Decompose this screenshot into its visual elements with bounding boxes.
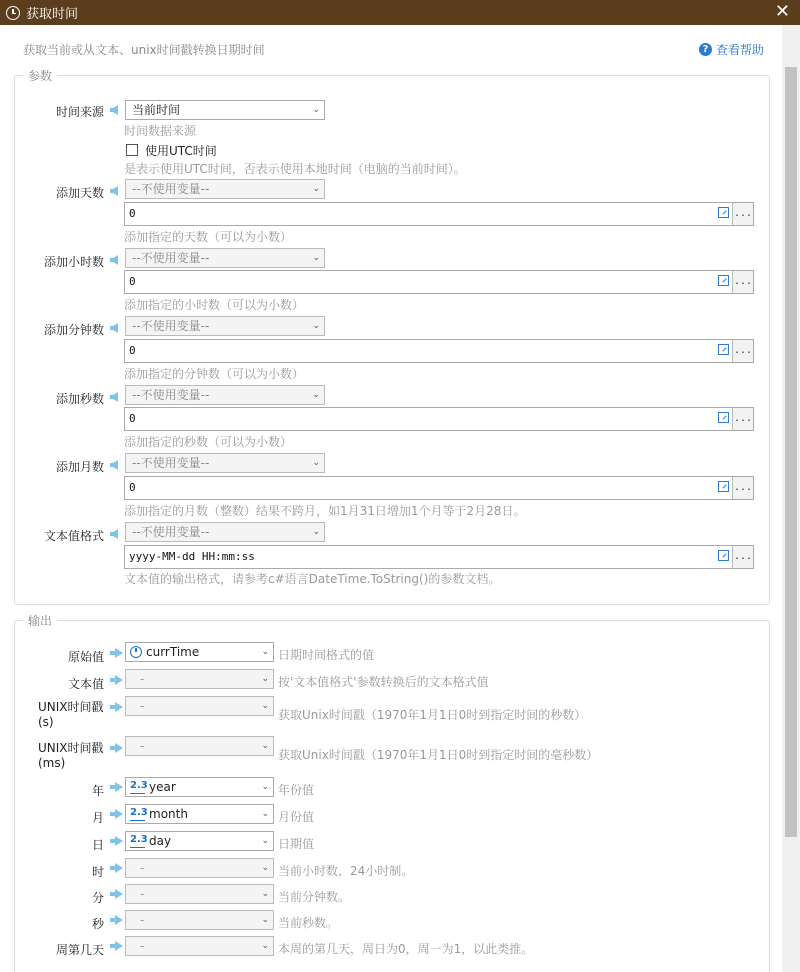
output-label: 文本值 <box>67 677 104 691</box>
param-value: 0 <box>129 344 136 357</box>
arrow-icon <box>115 915 123 925</box>
arrow-icon <box>115 702 123 712</box>
output-label: 周第几天 <box>55 943 104 957</box>
param-hint: 添加指定的小时数（可以为小数） <box>124 298 305 312</box>
chevron-down-icon: ⌄ <box>261 701 269 711</box>
param-input[interactable] <box>124 476 754 500</box>
output-hint: 月份值 <box>278 810 315 824</box>
source-select[interactable] <box>125 100 325 120</box>
variable-select[interactable] <box>125 522 325 542</box>
arrow-icon <box>110 392 118 402</box>
output-label-line2: (s) <box>38 715 54 729</box>
variable-placeholder: --不使用变量-- <box>132 182 210 196</box>
output-select[interactable] <box>125 858 274 878</box>
param-value: 0 <box>129 481 136 494</box>
help-icon: ? <box>699 43 712 56</box>
output-hint: 按'文本值格式'参数转换后的文本格式值 <box>278 675 489 689</box>
arrow-icon <box>110 255 118 265</box>
param-hint: 添加指定的分钟数（可以为小数） <box>124 367 305 381</box>
param-label: 添加月数 <box>55 460 104 474</box>
output-value: currTime <box>146 645 200 659</box>
arrow-icon <box>110 460 118 470</box>
param-hint: 添加指定的秒数（可以为小数） <box>124 435 293 449</box>
output-hint: 日期值 <box>278 837 315 851</box>
expand-icon[interactable] <box>718 275 729 286</box>
param-hint: 添加指定的天数（可以为小数） <box>124 230 293 244</box>
more-button[interactable]: ... <box>732 340 753 362</box>
expand-icon[interactable] <box>718 412 729 423</box>
chevron-down-icon: ⌄ <box>312 527 320 537</box>
variable-placeholder: --不使用变量-- <box>132 456 210 470</box>
output-value: - <box>140 913 145 927</box>
output-value: day <box>149 834 172 848</box>
number-variable-icon: 2.3 <box>130 780 145 794</box>
arrow-icon <box>115 809 123 819</box>
output-value: - <box>140 739 145 753</box>
utc-checkbox[interactable] <box>126 144 138 156</box>
arrow-icon <box>115 863 123 873</box>
output-value: year <box>149 780 176 794</box>
arrow-icon <box>115 782 123 792</box>
params-legend: 参数 <box>23 67 57 84</box>
vertical-scrollbar[interactable] <box>782 25 800 972</box>
output-select[interactable] <box>125 669 274 689</box>
chevron-down-icon: ⌄ <box>261 836 269 846</box>
param-input[interactable] <box>124 339 754 363</box>
variable-select[interactable] <box>125 179 325 199</box>
variable-select[interactable] <box>125 248 325 268</box>
output-value: month <box>149 807 188 821</box>
output-label-line2: (ms) <box>38 756 66 770</box>
variable-placeholder: --不使用变量-- <box>132 251 210 265</box>
output-label: 分 <box>91 891 104 905</box>
arrow-icon <box>115 941 123 951</box>
output-value: - <box>140 672 145 686</box>
param-value: 0 <box>129 412 136 425</box>
output-select[interactable] <box>125 736 274 756</box>
utc-hint: 是表示使用UTC时间，否表示使用本地时间（电脑的当前时间）。 <box>124 162 466 176</box>
param-hint: 文本值的输出格式，请参考c#语言DateTime.ToString()的参数文档。 <box>124 572 501 586</box>
output-hint: 年份值 <box>278 783 315 797</box>
output-select[interactable] <box>125 696 274 716</box>
more-button[interactable]: ... <box>732 203 753 225</box>
output-hint: 获取Unix时间戳（1970年1月1日0时到指定时间的秒数） <box>278 708 587 722</box>
scrollbar-thumb[interactable] <box>785 67 797 837</box>
variable-select[interactable] <box>125 385 325 405</box>
param-input[interactable] <box>124 545 754 569</box>
chevron-down-icon: ⌄ <box>261 915 269 925</box>
chevron-down-icon: ⌄ <box>261 674 269 684</box>
output-label: 秒 <box>91 917 104 931</box>
output-select[interactable] <box>125 884 274 904</box>
output-value: - <box>140 887 145 901</box>
expand-icon[interactable] <box>718 344 729 355</box>
clock-icon <box>130 646 142 658</box>
close-icon[interactable]: ✕ <box>774 1 790 22</box>
output-select[interactable] <box>125 910 274 930</box>
chevron-down-icon: ⌄ <box>312 253 320 263</box>
arrow-icon <box>110 529 118 539</box>
param-value: 0 <box>129 275 136 288</box>
param-label: 添加小时数 <box>43 255 104 269</box>
output-select[interactable] <box>125 642 274 662</box>
output-value: - <box>140 939 145 953</box>
source-label: 时间来源 <box>55 105 104 119</box>
more-button[interactable]: ... <box>732 408 753 430</box>
more-button[interactable]: ... <box>732 271 753 293</box>
arrow-icon <box>115 889 123 899</box>
arrow-icon <box>115 743 123 753</box>
help-label: 查看帮助 <box>715 43 764 57</box>
param-label: 文本值格式 <box>43 529 104 543</box>
output-value: - <box>140 861 145 875</box>
arrow-icon <box>110 323 118 333</box>
output-hint: 日期时间格式的值 <box>278 648 375 662</box>
output-label <box>38 741 108 771</box>
output-hint: 当前秒数。 <box>278 916 339 930</box>
arrow-icon <box>115 675 123 685</box>
variable-placeholder: --不使用变量-- <box>132 525 210 539</box>
param-input[interactable] <box>124 407 754 431</box>
variable-placeholder: --不使用变量-- <box>132 388 210 402</box>
output-select[interactable] <box>125 831 274 851</box>
param-input[interactable] <box>124 270 754 294</box>
utc-label: 使用UTC时间 <box>145 144 217 158</box>
output-label <box>38 700 108 730</box>
output-label-line1: UNIX时间戳 <box>38 700 104 714</box>
more-button[interactable]: ... <box>732 546 753 568</box>
chevron-down-icon: ⌄ <box>312 184 320 194</box>
titlebar <box>0 0 800 25</box>
dialog-description: 获取当前或从文本、unix时间戳转换日期时间 <box>23 43 265 57</box>
variable-select[interactable] <box>125 453 325 473</box>
output-hint: 当前分钟数。 <box>278 890 351 904</box>
param-input[interactable] <box>124 202 754 226</box>
param-label: 添加分钟数 <box>43 323 104 337</box>
chevron-down-icon: ⌄ <box>261 941 269 951</box>
expand-icon[interactable] <box>718 550 729 561</box>
source-value: 当前时间 <box>132 103 181 117</box>
output-label: 年 <box>91 784 104 798</box>
chevron-down-icon: ⌄ <box>261 782 269 792</box>
source-hint: 时间数据来源 <box>124 124 197 138</box>
expand-icon[interactable] <box>718 207 729 218</box>
number-variable-icon: 2.3 <box>130 807 145 821</box>
output-label: 日 <box>91 838 104 852</box>
chevron-down-icon: ⌄ <box>312 105 320 115</box>
chevron-down-icon: ⌄ <box>261 889 269 899</box>
more-button[interactable]: ... <box>732 477 753 499</box>
output-value: - <box>140 699 145 713</box>
clock-icon <box>6 6 20 20</box>
output-select[interactable] <box>125 936 274 956</box>
arrow-icon <box>115 836 123 846</box>
output-label: 原始值 <box>67 650 104 664</box>
output-legend: 输出 <box>23 612 57 629</box>
output-hint: 本周的第几天，周日为0，周一为1，以此类推。 <box>278 942 534 956</box>
variable-placeholder: --不使用变量-- <box>132 319 210 333</box>
output-label: 时 <box>91 865 104 879</box>
chevron-down-icon: ⌄ <box>312 390 320 400</box>
chevron-down-icon: ⌄ <box>261 863 269 873</box>
output-select[interactable] <box>125 777 274 797</box>
chevron-down-icon: ⌄ <box>261 647 269 657</box>
variable-select[interactable] <box>125 316 325 336</box>
param-label: 添加秒数 <box>55 392 104 406</box>
expand-icon[interactable] <box>718 481 729 492</box>
arrow-icon <box>115 648 123 658</box>
output-hint: 当前小时数，24小时制。 <box>278 864 414 878</box>
help-link[interactable] <box>699 41 764 58</box>
chevron-down-icon: ⌄ <box>261 809 269 819</box>
arrow-icon <box>110 186 118 196</box>
chevron-down-icon: ⌄ <box>312 458 320 468</box>
output-label: 月 <box>91 811 104 825</box>
arrow-icon <box>110 105 118 115</box>
number-variable-icon: 2.3 <box>130 834 145 848</box>
param-label: 添加天数 <box>55 186 104 200</box>
dialog-title: 获取时间 <box>26 7 79 22</box>
chevron-down-icon: ⌄ <box>261 741 269 751</box>
output-label-line1: UNIX时间戳 <box>38 741 104 755</box>
chevron-down-icon: ⌄ <box>312 321 320 331</box>
param-value: 0 <box>129 207 136 220</box>
param-hint: 添加指定的月数（整数）结果不跨月，如1月31日增加1个月等于2月28日。 <box>124 504 526 518</box>
output-select[interactable] <box>125 804 274 824</box>
output-hint: 获取Unix时间戳（1970年1月1日0时到指定时间的毫秒数） <box>278 748 599 762</box>
param-value: yyyy-MM-dd HH:mm:ss <box>129 550 255 563</box>
